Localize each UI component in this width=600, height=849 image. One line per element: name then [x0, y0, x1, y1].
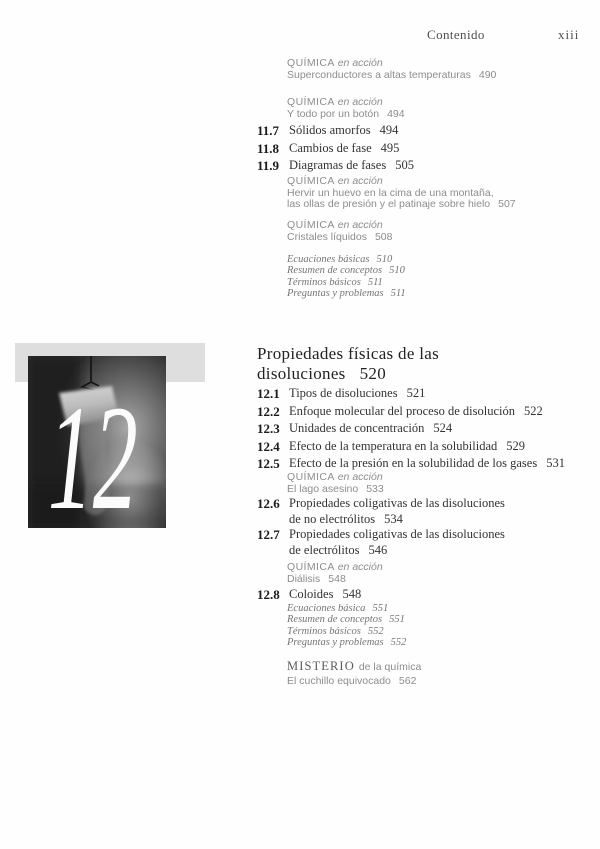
feature-entry-title: Superconductores a altas temperaturas: [287, 68, 471, 81]
section-number: 11.8: [257, 140, 280, 156]
chapter-opener-photo: [28, 356, 166, 528]
section-title-line: [289, 420, 452, 438]
section-title-line: [289, 527, 505, 558]
misterio-heading: [287, 657, 587, 675]
feature-entry-title: Y todo por un botón: [287, 107, 380, 120]
endmatter-title: Preguntas y problemas: [287, 637, 384, 649]
toc-entry-row: [257, 496, 592, 527]
feature-brand-suffix: en acción: [337, 57, 383, 69]
feature-brand: QUÍMICA: [287, 561, 335, 573]
misterio-entry: [287, 676, 587, 688]
feature-box-superconductores: [287, 58, 587, 81]
feature-entry-page: 507: [498, 198, 516, 210]
section-number: 11.7: [257, 123, 280, 138]
endmatter-page: 551: [389, 614, 405, 626]
endmatter-line: [287, 265, 587, 276]
section-page: 524: [433, 421, 453, 435]
section-title-line2: de no electrólitos: [289, 511, 376, 526]
feature-brand-suffix: en acción: [337, 471, 383, 483]
section-title-line1: Propiedades coligativas de las disoluciones: [289, 496, 505, 510]
section-title: Tipos de disoluciones: [289, 386, 398, 400]
feature-box-cristales: [287, 220, 587, 243]
misterio-brand: MISTERIO: [287, 659, 355, 673]
section-title-line: [289, 438, 525, 456]
running-head-title: Contenido: [427, 27, 485, 42]
ch11-endmatter: [287, 254, 587, 300]
endmatter-title: Términos básicos: [287, 625, 361, 637]
feature-entry-title: Diálisis: [287, 572, 321, 585]
sugar-cube-dissolving-photo: [28, 356, 166, 528]
toc-entry-12-2: [257, 403, 592, 421]
chapter-title-line2: disoluciones: [257, 364, 346, 383]
feature-entry-page: 494: [387, 107, 405, 120]
section-page: 529: [506, 438, 525, 453]
toc-entry-12-1: [257, 385, 592, 403]
endmatter-page: 551: [372, 603, 389, 614]
section-title: Sólidos amorfos: [289, 123, 371, 137]
endmatter-title: Preguntas y problemas: [287, 288, 384, 300]
section-number: 12.2: [257, 403, 280, 419]
section-title-line: [289, 385, 425, 403]
section-number: 11.9: [257, 158, 280, 173]
feature-entry: [287, 484, 587, 496]
section-title-line1: Propiedades coligativas de las disoluciones: [289, 527, 505, 541]
feature-box-huevo: [287, 176, 587, 211]
section-title-line: [289, 157, 414, 175]
section-title-line: [289, 122, 398, 140]
endmatter-line: [287, 277, 587, 288]
toc-entry-row: [257, 527, 592, 558]
section-title-line: [289, 140, 399, 158]
ch12-endmatter: [287, 603, 587, 649]
section-title: Diagramas de fases: [289, 158, 387, 172]
misterio-entry-page: 562: [398, 675, 417, 687]
endmatter-line: [287, 603, 587, 614]
endmatter-line: [287, 614, 587, 625]
endmatter-title: Ecuaciones básica: [287, 603, 366, 614]
chapter-number: 12: [47, 374, 138, 528]
feature-entry-page: 533: [366, 482, 384, 495]
feature-brand-suffix: en acción: [337, 219, 383, 231]
feature-entry: [287, 232, 587, 244]
toc-entry-11-7: [257, 122, 592, 140]
endmatter-title: Ecuaciones básicas: [287, 254, 370, 265]
toc-entry-row: [257, 587, 592, 602]
endmatter-line: [287, 254, 587, 265]
section-title-line: [289, 455, 565, 473]
endmatter-line: [287, 626, 587, 637]
section-page: 494: [379, 123, 399, 137]
section-title: Unidades de concentración: [289, 421, 425, 435]
chapter-title-line1: Propiedades físicas de las: [257, 344, 439, 363]
section-number: 12.1: [257, 386, 280, 401]
section-number: 12.5: [257, 456, 280, 471]
section-page: 534: [384, 511, 403, 526]
feature-entry-page: 490: [478, 68, 497, 81]
section-page: 521: [406, 386, 426, 400]
page-number: xiii: [558, 27, 580, 42]
section-title: Efecto de la presión en la solubilidad de los gases: [289, 456, 538, 470]
misterio-entry-title: El cuchillo equivocado: [287, 675, 391, 687]
toc-entry-11-8: [257, 140, 592, 158]
section-title-line: [289, 587, 361, 602]
section-page: 505: [395, 158, 414, 172]
toc-entry-12-5: [257, 455, 592, 473]
endmatter-page: 510: [389, 265, 405, 277]
feature-heading: [287, 562, 587, 574]
section-page: 546: [368, 542, 388, 557]
section-title: Coloides: [289, 587, 334, 601]
section-number: 12.3: [257, 421, 280, 436]
toc-entry-12-4: [257, 438, 592, 456]
feature-entry-line2: las ollas de presión y el patinaje sobre hielo: [287, 198, 491, 210]
misterio-brand-suffix: de la química: [358, 661, 422, 673]
endmatter-page: 552: [390, 637, 407, 649]
feature-entry: [287, 109, 587, 121]
endmatter-line: [287, 637, 587, 648]
feature-brand: QUÍMICA: [287, 219, 335, 231]
section-number: 12.4: [257, 438, 280, 454]
section-title-line: [289, 496, 505, 527]
endmatter-title: Resumen de conceptos: [287, 614, 383, 626]
section-page: 548: [342, 587, 362, 601]
feature-entry-line1: Hervir un huevo en la cima de una montaña,: [287, 186, 494, 199]
ch11-section-list: [257, 122, 592, 175]
section-title-line: [289, 403, 543, 421]
section-page: 531: [546, 456, 565, 470]
section-title-line2: de electrólitos: [289, 542, 360, 557]
toc-entry-12-6: [257, 496, 592, 527]
feature-box-dialisis: [287, 562, 587, 585]
endmatter-title: Resumen de conceptos: [287, 265, 383, 277]
feature-entry: [287, 574, 587, 586]
feature-entry-page: 548: [328, 572, 346, 585]
toc-entry-12-8: [257, 587, 592, 602]
misterio-box: [287, 657, 587, 688]
endmatter-page: 510: [376, 254, 393, 265]
section-number: 12.7: [257, 527, 280, 542]
chapter-title: [257, 344, 577, 384]
section-title: Efecto de la temperatura en la solubilidad: [289, 438, 498, 453]
endmatter-page: 511: [390, 288, 406, 300]
section-number: 12.6: [257, 496, 280, 511]
endmatter-title: Términos básicos: [287, 276, 361, 288]
endmatter-page: 552: [367, 625, 384, 637]
feature-entry: [287, 188, 587, 211]
ch12-section-list: [257, 385, 592, 473]
toc-entry-12-7: [257, 527, 592, 558]
feature-entry-page: 508: [374, 230, 393, 243]
feature-entry-title: El lago asesino: [287, 482, 359, 495]
feature-box-lago: [287, 472, 587, 495]
chapter-title-page: 520: [359, 364, 386, 383]
feature-box-boton: [287, 97, 587, 120]
section-title: Enfoque molecular del proceso de disolución: [289, 403, 515, 418]
toc-entry-12-3: [257, 420, 592, 438]
feature-brand-suffix: en acción: [337, 561, 383, 573]
feature-brand: QUÍMICA: [287, 57, 335, 69]
feature-brand: QUÍMICA: [287, 96, 335, 108]
endmatter-page: 511: [367, 276, 383, 288]
section-page: 522: [523, 403, 543, 418]
toc-entry-11-9: [257, 157, 592, 175]
section-title: Cambios de fase: [289, 140, 372, 155]
feature-brand-suffix: en acción: [337, 96, 383, 108]
feature-brand: QUÍMICA: [287, 175, 335, 187]
feature-entry: [287, 70, 587, 82]
endmatter-line: [287, 288, 587, 299]
section-page: 495: [380, 140, 400, 155]
feature-entry-title: Cristales líquidos: [287, 230, 367, 243]
section-number: 12.8: [257, 587, 280, 602]
feature-brand-suffix: en acción: [337, 175, 383, 187]
feature-brand: QUÍMICA: [287, 471, 335, 483]
